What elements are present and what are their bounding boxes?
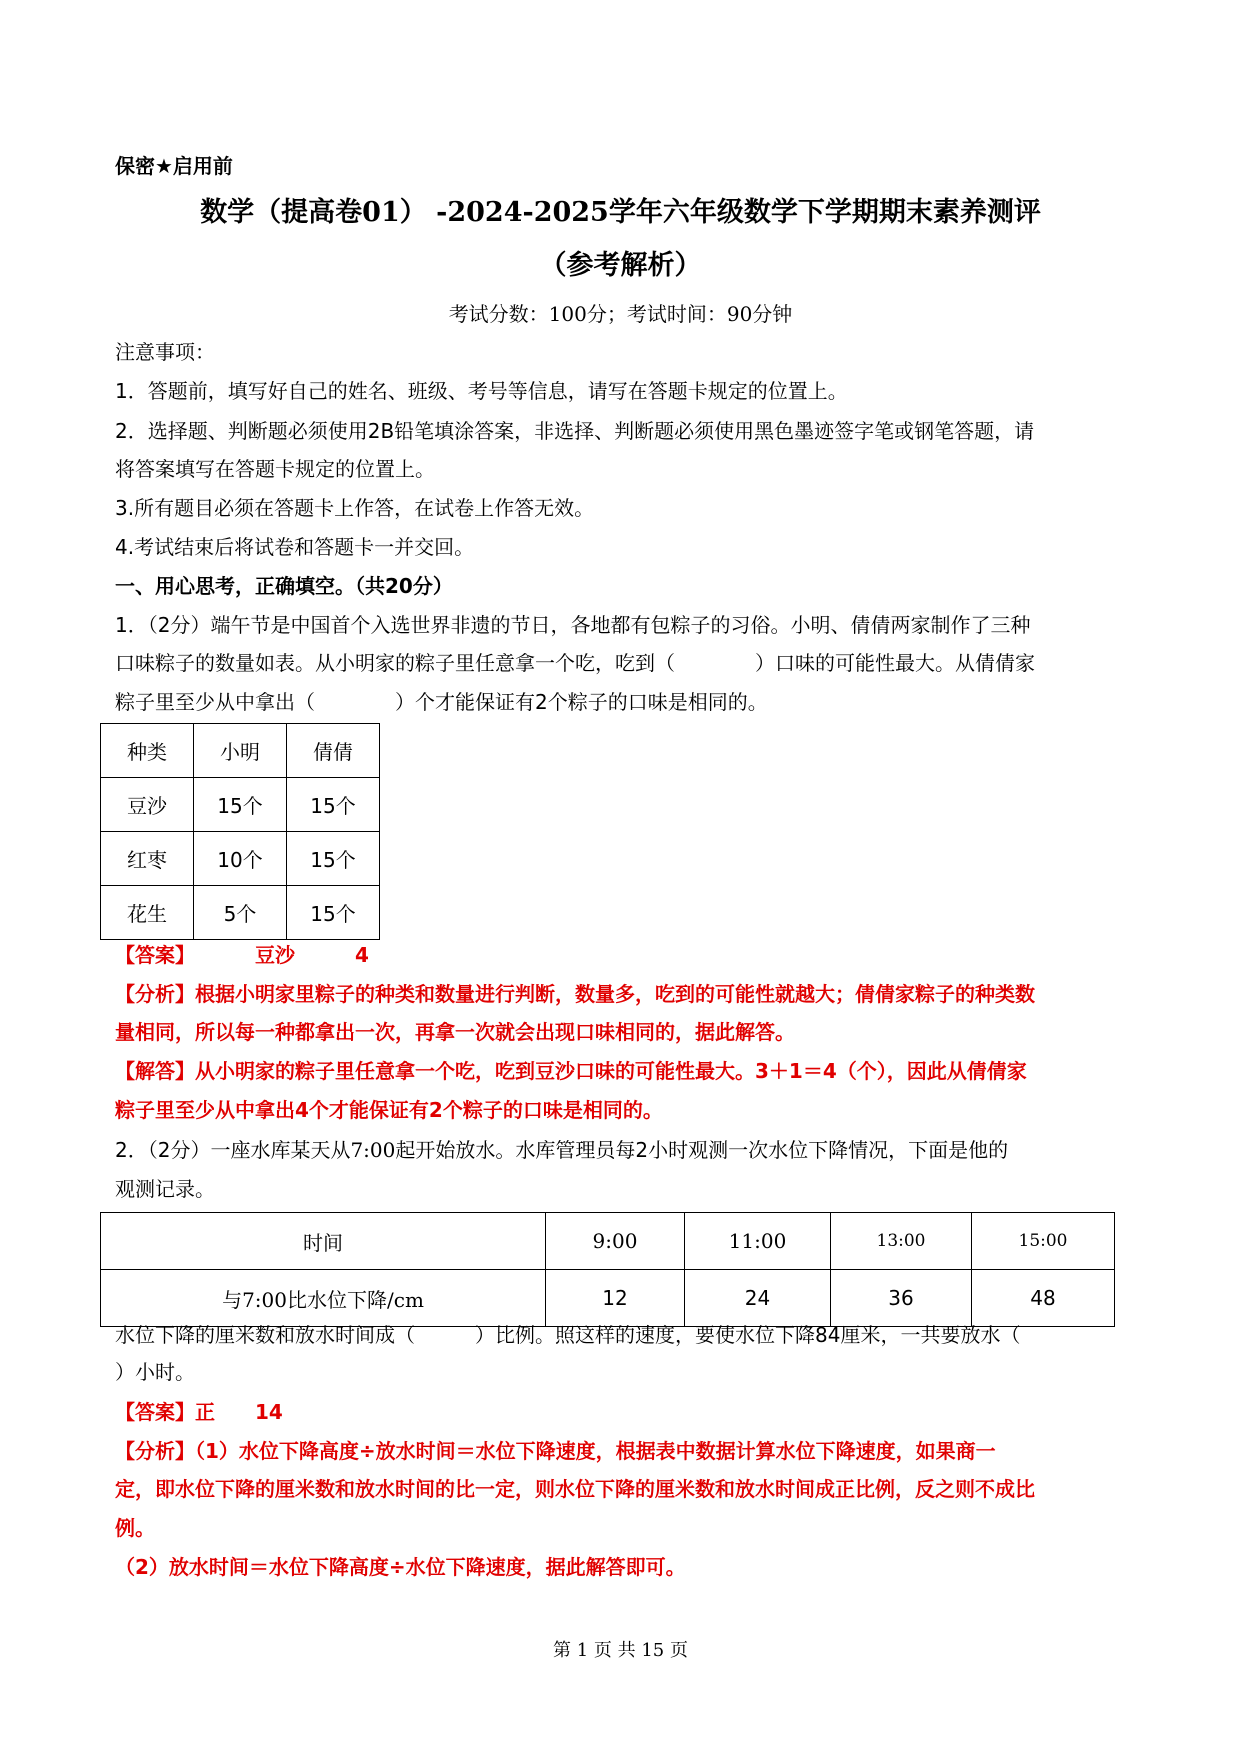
table-header-cell: 小明 [194, 724, 287, 778]
table-header-cell: 15:00 [972, 1213, 1115, 1270]
analysis-1: 量相同，所以每一种都拿出一次，再拿一次就会出现口味相同的，据此解答。 [115, 1020, 795, 1044]
answer-1 [115, 941, 369, 969]
page-title: 数学（提高卷01） -2024-2025学年六年级数学下学期期末素养测评 [200, 197, 1041, 228]
question-2-part: 2．（2分）一座水库某天从 [115, 1138, 351, 1162]
notice-item: 4.考试结束后将试卷和答题卡一并交回。 [115, 535, 475, 559]
question-2-part: 起开始放水。水库管理员每2小时观测一次水位下降情况，下面是他的 [395, 1138, 1009, 1162]
table-cell: 36 [831, 1270, 972, 1327]
question-2-text: 水位下降的厘米数和放水时间成（ ）比例。照这样的速度，要使水位下降84厘米，一共要放水（ [115, 1323, 1021, 1347]
page-subtitle: （参考解析） [539, 250, 702, 281]
table-cell: 15个 [287, 832, 380, 886]
analysis-2: 定，即水位下降的厘米数和放水时间的比一定，则水位下降的厘米数和放水时间成正比例，反之则不成比 [115, 1477, 1035, 1501]
table-row [101, 832, 380, 886]
question-1-text: 粽子里至少从中拿出（ ）个才能保证有2个粽子的口味是相同的。 [115, 690, 768, 714]
table-cell: 15个 [287, 778, 380, 832]
label-unit: /cm [387, 1287, 424, 1312]
question-1-text: 口味粽子的数量如表。从小明家的粽子里任意拿一个吃，吃到（ ）口味的可能性最大。从倩倩家 [115, 651, 1035, 675]
table-cell: 花生 [101, 886, 194, 940]
section-heading: 一、用心思考，正确填空。（共20分） [115, 574, 453, 598]
table-header-cell: 时间 [101, 1213, 546, 1270]
answer-value: 14 [255, 1400, 283, 1424]
solution-1: 粽子里至少从中拿出4个才能保证有2个粽子的口味是相同的。 [115, 1098, 663, 1122]
table-cell: 12 [546, 1270, 685, 1327]
table-label-cell [101, 1270, 546, 1327]
table-row [101, 778, 380, 832]
label-part: 与 [222, 1287, 243, 1312]
flavor-table [100, 723, 380, 940]
table-cell: 红枣 [101, 832, 194, 886]
answer-label: 【答案】 [115, 1400, 195, 1424]
table-header-cell: 9:00 [546, 1213, 685, 1270]
table-row [101, 1270, 1115, 1327]
table-header-cell: 11:00 [685, 1213, 831, 1270]
label-time: 7:00 [242, 1287, 287, 1312]
question-2-text [115, 1136, 1008, 1164]
notice-item: 2．选择题、判断题必须使用2B铅笔填涂答案，非选择、判断题必须使用黑色墨迹签字笔或钢笔答题，请 [115, 419, 1035, 443]
analysis-2: 例。 [115, 1516, 155, 1540]
table-row [101, 724, 380, 778]
answer-value: 豆沙 [255, 943, 295, 967]
question-2-text: ）小时。 [115, 1360, 195, 1384]
label-part: 比水位下降 [287, 1287, 387, 1312]
notice-item: 将答案填写在答题卡规定的位置上。 [115, 457, 435, 481]
notice-heading: 注意事项： [115, 340, 215, 364]
table-cell: 15个 [287, 886, 380, 940]
table-cell: 48 [972, 1270, 1115, 1327]
question-1-text: 1．（2分）端午节是中国首个入选世界非遗的节日，各地都有包粽子的习俗。小明、倩倩两家制作了三种 [115, 613, 1031, 637]
table-row [101, 886, 380, 940]
answer-value: 4 [355, 943, 369, 967]
answer-2 [115, 1398, 283, 1426]
table-cell: 24 [685, 1270, 831, 1327]
confidential-mark: 保密★启用前 [115, 154, 233, 178]
analysis-2: （2）放水时间＝水位下降高度÷水位下降速度，据此解答即可。 [115, 1555, 686, 1579]
table-header-cell: 种类 [101, 724, 194, 778]
notice-item: 1．答题前，填写好自己的姓名、班级、考号等信息，请写在答题卡规定的位置上。 [115, 379, 848, 403]
exam-info: 考试分数：100分；考试时间：90分钟 [448, 302, 793, 326]
table-cell: 15个 [194, 778, 287, 832]
notice-item: 3.所有题目必须在答题卡上作答，在试卷上作答无效。 [115, 496, 595, 520]
question-2-text: 观测记录。 [115, 1177, 215, 1201]
page-number: 第 1 页 共 15 页 [553, 1640, 688, 1661]
table-header-cell: 13:00 [831, 1213, 972, 1270]
water-level-table [100, 1212, 1115, 1327]
table-row [101, 1213, 1115, 1270]
analysis-1: 【分析】根据小明家里粽子的种类和数量进行判断，数量多，吃到的可能性就越大；倩倩家粽子的种类数 [115, 982, 1035, 1006]
table-header-cell: 倩倩 [287, 724, 380, 778]
table-cell: 5个 [194, 886, 287, 940]
answer-label: 【答案】 [115, 943, 195, 967]
analysis-2: 【分析】（1）水位下降高度÷放水时间＝水位下降速度，根据表中数据计算水位下降速度，如果商一 [115, 1439, 996, 1463]
solution-1: 【解答】从小明家的粽子里任意拿一个吃，吃到豆沙口味的可能性最大。3＋1＝4（个），因此从倩倩家 [115, 1059, 1027, 1083]
table-cell: 10个 [194, 832, 287, 886]
answer-value: 正 [195, 1400, 215, 1424]
table-cell: 豆沙 [101, 778, 194, 832]
start-time: 7:00 [350, 1138, 396, 1162]
